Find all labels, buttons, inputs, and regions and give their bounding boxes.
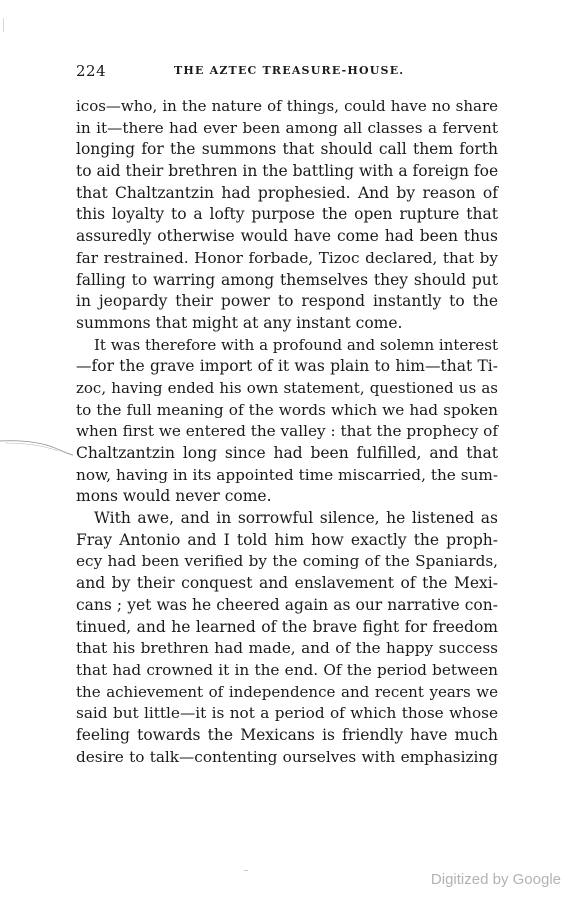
running-head: THE AZTEC TREASURE-HOUSE. [174,64,405,77]
text-line: desire to talk—contenting ourselves with emphasizing [76,747,498,766]
text-line: to aid their brethren in the battling with a foreign foe [76,162,499,181]
text-line: that his brethren had made, and of the happy success [76,639,498,658]
text-line: icos—who, in the nature of things, could have no share [76,97,498,115]
text-line: when first we entered the valley : that the prophecy of [76,422,498,441]
text-line: It was therefore with a profound and solemn interest [94,335,499,354]
scan-edge-mark [3,18,4,32]
body-text [76,96,498,768]
text-line: said but little—it is not a period of which those whose [76,704,498,723]
text-line: assuredly otherwise would have come had been thus [76,227,498,246]
text-line: to the full meaning of the words which we had spoken [76,400,498,419]
text-line: falling to warring among themselves they should put [76,270,498,289]
text-line: ecy had been verified by the coming of the Spaniards, [76,552,498,571]
text-line: longing for the summons that should call them forth [76,140,498,159]
text-line: summons that might at any instant come. [76,313,403,332]
text-line: now, having in its appointed time miscarried, the sum- [76,465,498,484]
text-line: —for the grave import of it was plain to him—that Ti- [76,357,498,376]
text-line: Fray Antonio and I told him how exactly the proph- [76,530,498,549]
digitized-watermark: Digitized by Google [430,871,561,888]
text-line: tinued, and he learned of the brave fight for freedom [76,617,498,636]
text-line: far restrained. Honor forbade, Tizoc declared, that by [76,248,498,267]
text-line: that had crowned it in the end. Of the period between [76,660,498,679]
text-line: mons would never come. [76,487,272,506]
text-line: and by their conquest and enslavement of the Mexi- [76,574,498,593]
text-line: feeling towards the Mexicans is friendly have much [76,725,498,744]
margin-pencil-mark [0,436,75,456]
text-line: that Chaltzantzin had prophesied. And by reason of [76,183,498,202]
footer-dot [244,870,248,871]
page-number: 224 [76,62,107,80]
text-line: in jeopardy their power to respond instantly to the [76,292,498,311]
text-line: Chaltzantzin long since had been fulfilled, and that [76,444,498,462]
text-line: this loyalty to a lofty purpose the open rupture that [76,205,498,224]
text-line: the achievement of independence and recent years we [76,682,498,701]
text-line: in it—there had ever been among all classes a fervent [76,118,498,137]
text-line: cans ; yet was he cheered again as our narrative con- [76,595,498,614]
text-line: zoc, having ended his own statement, questioned us as [76,378,498,397]
text-line: With awe, and in sorrowful silence, he listened as [94,509,498,528]
page-header [76,62,498,82]
